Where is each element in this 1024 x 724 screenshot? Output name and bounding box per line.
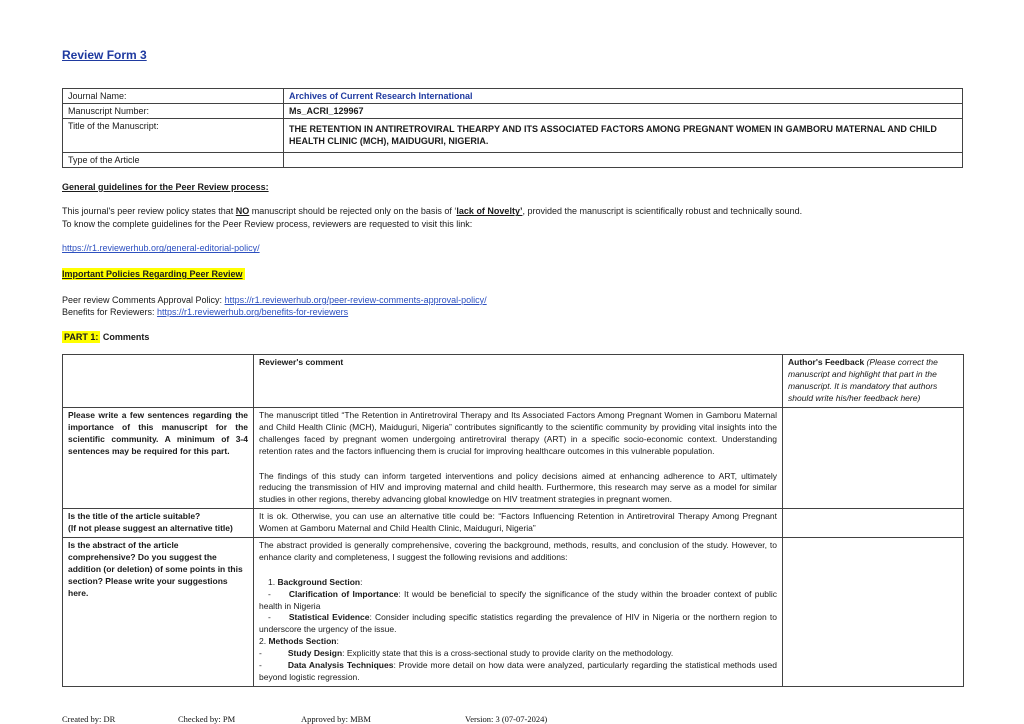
- policy-text: , provided the manuscript is scientifically robust and technically sound.: [522, 206, 803, 217]
- question-column-header: [63, 355, 254, 408]
- policy-text: manuscript should be rejected only on the basis of ‘: [249, 206, 457, 217]
- comment-intro: The abstract provided is generally comprehensive, covering the background, methods, results, and conclusion of the study. However, to enhance clarity and completeness, I suggest the following revisions and additions:: [259, 540, 777, 562]
- bullet-dash: -: [259, 660, 262, 671]
- bullet-text: : It would be beneficial to specify the significance of the study within the broader context of public health in Nigeria: [259, 588, 777, 611]
- bullet-item: [259, 660, 777, 684]
- importance-question: Please write a few sentences regarding the importance of this manuscript for the scientific community. A minimum of 3-4 sentences may be required for this part.: [63, 408, 254, 509]
- abstract-question: Is the abstract of the article comprehensive? Do you suggest the addition (or deletion) of some points in this section? Please write your suggestions here.: [63, 538, 254, 687]
- page-title: Review Form 3: [62, 48, 147, 62]
- section-colon: :: [336, 636, 339, 647]
- comments-table-header-row: [63, 355, 964, 408]
- policy-novelty-emphasis: lack of Novelty’: [456, 206, 523, 217]
- bullet-label: Study Design: [287, 648, 343, 659]
- bullet-dash: -: [268, 588, 271, 599]
- table-row-importance: [63, 408, 964, 509]
- footer-version: Version: 3 (07-07-2024): [465, 713, 548, 724]
- benefits-label: Benefits for Reviewers:: [62, 307, 158, 318]
- table-row-journal: [63, 89, 963, 104]
- guidelines-policy-paragraph: [62, 205, 963, 230]
- guidelines-heading: General guidelines for the Peer Review process:: [62, 181, 269, 192]
- abstract-reviewer-comment: [254, 538, 783, 687]
- section-number: 2.: [259, 636, 269, 647]
- bullet-dash: -: [259, 648, 262, 659]
- policy-no-emphasis: NO: [235, 206, 250, 217]
- guidelines-section: [62, 181, 963, 344]
- bullet-text: : Explicitly state that this is a cross-sectional study to provide clarity on the methodology.: [342, 648, 674, 659]
- section-title: Background Section: [277, 576, 361, 587]
- important-policies-heading-line: [62, 268, 963, 281]
- table-row-manuscript-number: [63, 104, 963, 119]
- comment-paragraph: The manuscript titled “The Retention in Antiretroviral Therapy and Its Associated Factors Among Pregnant Women in Gamboru Maternal and Child Health Clinic (MCH), Maiduguri, Nigeria” contributes significantly to the scientific community by providing vital insights into the challenges faced by pregnant women undergoing antiretroviral therapy (ART) in a specific socio-economic context. Understanding retention rates and the factors influencing them is crucial for improving healthcare outcomes in this vulnerable population.: [259, 410, 777, 456]
- editorial-policy-link-line: [62, 242, 963, 255]
- article-type-value: [284, 152, 963, 167]
- policy-text: This journal's peer review policy states that: [62, 206, 236, 217]
- section-colon: :: [360, 576, 363, 587]
- article-type-label: Type of the Article: [63, 152, 284, 167]
- table-row-title: [63, 119, 963, 152]
- guidelines-visit-link-text: To know the complete guidelines for the Peer Review process, reviewers are requested to visit this link:: [62, 218, 473, 229]
- manuscript-number-label: Manuscript Number:: [63, 104, 284, 119]
- author-feedback-note: (Please correct the manuscript and highlight that part in the manuscript. It is mandatory that authors should write his/her feedback here): [788, 357, 938, 404]
- importance-reviewer-comment: [254, 408, 783, 509]
- bullet-label: Clarification of Importance: [288, 588, 399, 599]
- part1-label: PART 1:: [64, 331, 99, 342]
- question-line: Is the title of the article suitable?: [68, 511, 201, 522]
- bullet-text: : Provide more detail on how data were analyzed, particularly regarding the statistical methods used beyond logistic regression.: [259, 660, 777, 682]
- section-number: 1.: [268, 576, 278, 587]
- section-heading-2: [259, 636, 777, 648]
- table-row-abstract: [63, 538, 964, 687]
- author-feedback-cell: [783, 408, 964, 509]
- title-suitability-reviewer-comment: [254, 509, 783, 538]
- bullet-dash: -: [268, 612, 271, 623]
- question-line: (If not please suggest an alternative title): [68, 523, 233, 534]
- important-policies-heading: Important Policies Regarding Peer Review: [62, 269, 243, 280]
- part1-heading: [62, 331, 963, 344]
- benefits-link[interactable]: https://r1.reviewerhub.org/benefits-for-reviewers: [157, 307, 349, 318]
- author-feedback-title: Author's Feedback: [788, 357, 865, 368]
- manuscript-title-label: Title of the Manuscript:: [63, 119, 284, 152]
- bullet-label: Statistical Evidence: [288, 612, 370, 623]
- comments-table: [62, 354, 964, 686]
- journal-name-value: Archives of Current Research International: [284, 89, 963, 104]
- table-row-title-suitability: [63, 509, 964, 538]
- journal-name-label: Journal Name:: [63, 89, 284, 104]
- document-footer: [62, 714, 963, 724]
- approval-policy-link[interactable]: https://r1.reviewerhub.org/peer-review-comments-approval-policy/: [224, 294, 487, 305]
- manuscript-info-table: [62, 88, 963, 168]
- table-row-article-type: [63, 152, 963, 167]
- section-heading-1: [259, 577, 777, 589]
- footer-checked-by: Checked by: PM: [178, 713, 236, 724]
- reviewer-comment-column-header: Reviewer's comment: [254, 355, 783, 408]
- bullet-item: [259, 648, 777, 660]
- author-feedback-cell: [783, 538, 964, 687]
- footer-created-by: Created by: DR: [62, 713, 116, 724]
- section-title: Methods Section: [268, 636, 337, 647]
- author-feedback-cell: [783, 509, 964, 538]
- title-suitability-question: [63, 509, 254, 538]
- comment-paragraph: It is ok. Otherwise, you can use an alternative title could be: “Factors Influencing Retention in Antiretroviral Therapy Among Pregnant Women at Gamboru Maternal and Child Health Clinic, Maiduguri, Nigeria”: [259, 511, 777, 534]
- bullet-item: [259, 612, 777, 636]
- comment-paragraph: The findings of this study can inform targeted interventions and policy decisions aimed at enhancing adherence to ART, ultimately reducing the transmission of HIV and improving maternal and child health. Furthermore, this research may serve as a model for similar studies in other regions, thereby advancing global knowledge on HIV treatment strategies in pregnant women.: [259, 470, 777, 505]
- bullet-label: Data Analysis Techniques: [287, 660, 394, 671]
- part1-title: Comments: [100, 331, 150, 342]
- footer-approved-by: Approved by: MBM: [301, 713, 371, 724]
- bullet-text: : Consider including specific statistics regarding the prevalence of HIV in Nigeria or the northern region to underscore the urgency of the issue.: [259, 612, 777, 635]
- bullet-item: [259, 589, 777, 613]
- general-editorial-policy-link[interactable]: https://r1.reviewerhub.org/general-editorial-policy/: [62, 243, 260, 254]
- manuscript-title-value: THE RETENTION IN ANTIRETROVIRAL THEARPY AND ITS ASSOCIATED FACTORS AMONG PREGNANT WOMEN IN GAMBORU MATERNAL AND CHILD HEALTH CLINIC (MCH), MAIDUGURI, NIGERIA.: [284, 119, 963, 152]
- author-feedback-column-header: [783, 355, 964, 408]
- approval-policy-label: Peer review Comments Approval Policy:: [62, 294, 225, 305]
- manuscript-number-value: Ms_ACRI_129967: [284, 104, 963, 119]
- policy-links-block: [62, 294, 963, 319]
